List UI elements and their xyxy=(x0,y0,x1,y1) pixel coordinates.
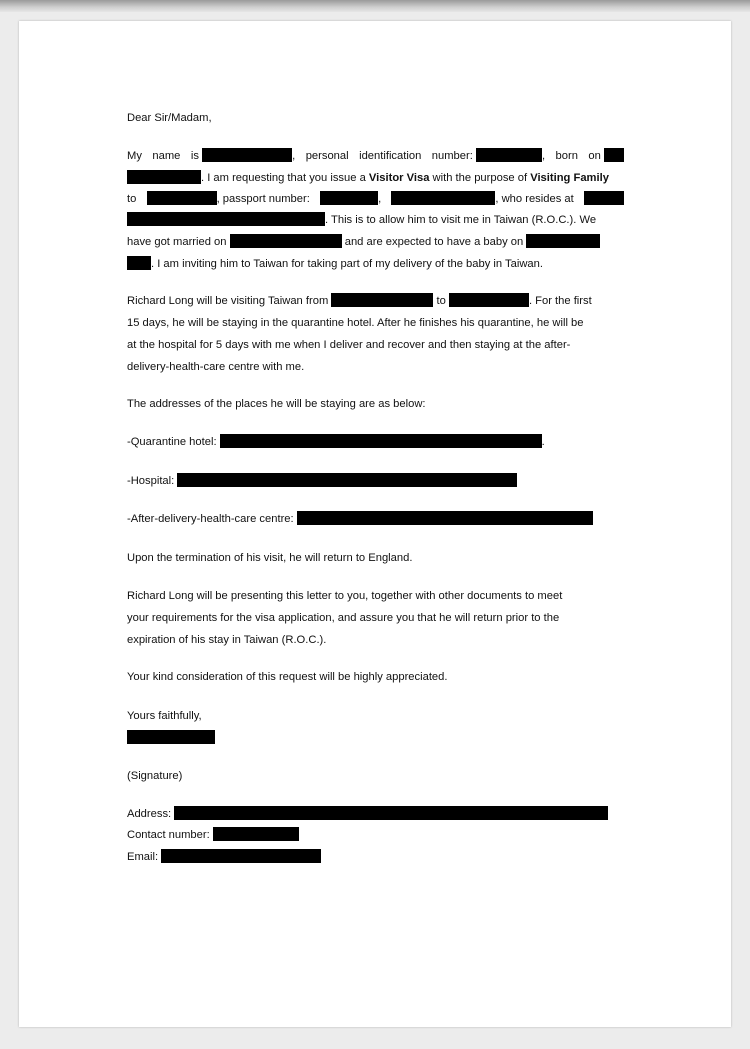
signature-label: (Signature) xyxy=(127,770,183,782)
salutation: Dear Sir/Madam, xyxy=(127,112,212,124)
redaction-box xyxy=(147,191,217,205)
address-line: Address: xyxy=(127,807,608,821)
p6: Your kind consideration of this request will be highly appreciated. xyxy=(127,671,448,683)
p1-line-6: . I am inviting him to Taiwan for taking part of my delivery of the baby in Taiwan. xyxy=(127,257,543,271)
p1-line-3: to , passport number: , , who resides at xyxy=(127,192,624,206)
p4: Upon the termination of his visit, he will return to England. xyxy=(127,552,413,564)
p5-line-2: your requirements for the visa application, and assure you that he will return prior to the xyxy=(127,612,560,624)
redaction-box xyxy=(320,191,378,205)
p2-line-1: Richard Long will be visiting Taiwan from to . For the first xyxy=(127,295,592,307)
email-line: Email: xyxy=(127,850,321,864)
p5-line-1: Richard Long will be presenting this letter to you, together with other documents to meet xyxy=(127,590,563,602)
hospital-line: -Hospital: xyxy=(127,474,517,488)
redaction-box xyxy=(331,293,433,307)
redaction-box xyxy=(584,191,624,205)
p1-line-5: have got married on and are expected to have a baby on xyxy=(127,235,600,249)
redaction-box xyxy=(202,148,292,162)
quarantine-hotel-line: -Quarantine hotel: . xyxy=(127,436,545,448)
p5-line-3: expiration of his stay in Taiwan (R.O.C.). xyxy=(127,634,327,646)
p3: The addresses of the places he will be staying are as below: xyxy=(127,398,426,410)
p2-line-2: 15 days, he will be staying in the quarantine hotel. After he finishes his quarantine, he will be xyxy=(127,317,584,329)
redaction-box xyxy=(127,730,215,744)
document-page[interactable] xyxy=(19,21,731,1027)
redaction-box xyxy=(297,511,593,525)
redaction-box xyxy=(174,806,608,820)
redaction-box xyxy=(177,473,517,487)
p2-line-4: delivery-health-care centre with me. xyxy=(127,361,305,373)
redaction-box xyxy=(526,234,600,248)
name-redaction xyxy=(127,730,215,744)
redaction-box xyxy=(391,191,495,205)
redaction-box xyxy=(220,434,542,448)
closing: Yours faithfully, xyxy=(127,710,202,722)
after-delivery-centre-line: -After-delivery-health-care centre: xyxy=(127,512,593,526)
redaction-box xyxy=(213,827,299,841)
p2-line-3: at the hospital for 5 days with me when I deliver and recover and then staying at the after- xyxy=(127,339,571,351)
p1-line-1: My name is , personal identification number: , born on xyxy=(127,149,624,163)
redaction-box xyxy=(127,212,325,226)
redaction-box xyxy=(127,256,151,270)
redaction-box xyxy=(161,849,321,863)
redaction-box xyxy=(476,148,542,162)
window-top-shadow xyxy=(0,0,750,12)
redaction-box xyxy=(230,234,342,248)
p1-line-2: . I am requesting that you issue a Visitor Visa with the purpose of Visiting Family xyxy=(127,171,609,185)
p1-line-4: . This is to allow him to visit me in Taiwan (R.O.C.). We xyxy=(127,213,596,227)
redaction-box xyxy=(449,293,529,307)
contact-number-line: Contact number: xyxy=(127,828,299,842)
redaction-box xyxy=(604,148,624,162)
redaction-box xyxy=(127,170,201,184)
